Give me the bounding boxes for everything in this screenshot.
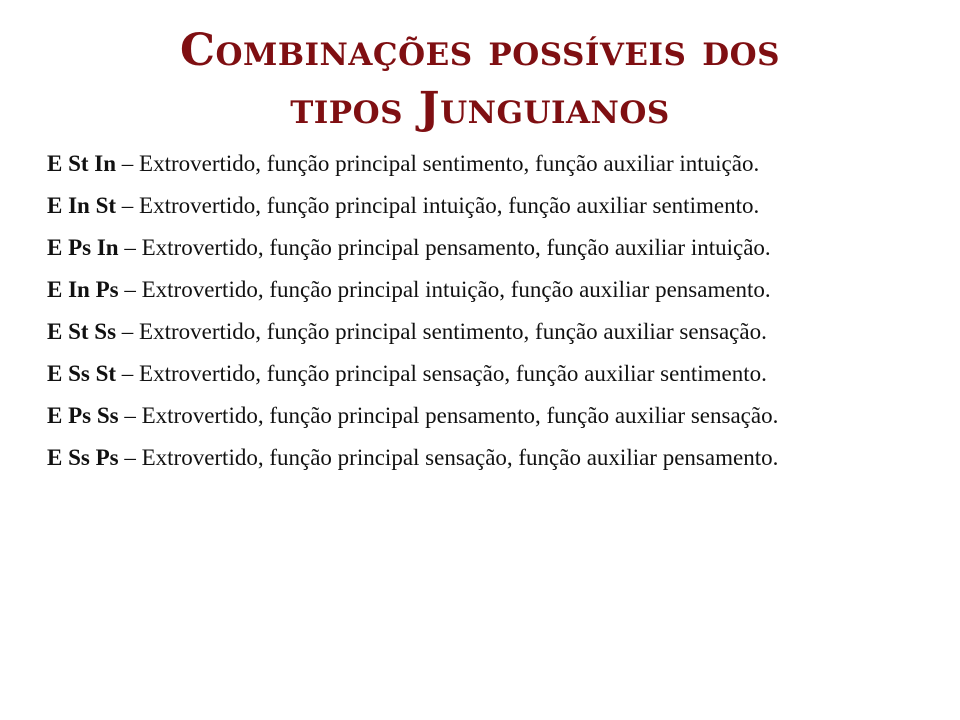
type-code: E Ps Ss [47, 403, 119, 428]
type-combination-item [47, 236, 923, 260]
type-code: E St In [47, 151, 117, 176]
type-combination-item [47, 194, 923, 218]
type-combination-item [47, 152, 923, 176]
type-combination-item [47, 320, 923, 344]
type-description: – Extrovertido, função principal sensação, função auxiliar sentimento. [116, 361, 767, 386]
slide-title-line-1: Combinações possíveis dos [179, 25, 780, 76]
type-description: – Extrovertido, função principal sensação, função auxiliar pensamento. [118, 445, 779, 470]
type-combination-item [47, 404, 923, 428]
type-code: E St Ss [47, 319, 117, 344]
slide-title-line-2: tipos Junguianos [290, 83, 670, 134]
type-code: E Ps In [47, 235, 119, 260]
type-description: – Extrovertido, função principal intuição, função auxiliar pensamento. [118, 277, 771, 302]
type-code: E In St [47, 193, 117, 218]
type-combination-list [47, 152, 923, 488]
slide-title [40, 22, 920, 138]
type-description: – Extrovertido, função principal intuição, função auxiliar sentimento. [116, 193, 760, 218]
type-code: E In Ps [47, 277, 119, 302]
type-description: – Extrovertido, função principal pensamento, função auxiliar intuição. [118, 235, 771, 260]
type-description: – Extrovertido, função principal sentimento, função auxiliar sensação. [116, 319, 767, 344]
type-code: E Ss Ps [47, 445, 119, 470]
type-description: – Extrovertido, função principal pensamento, função auxiliar sensação. [118, 403, 779, 428]
type-combination-item [47, 362, 923, 386]
type-description: – Extrovertido, função principal sentimento, função auxiliar intuição. [116, 151, 760, 176]
type-combination-item [47, 446, 923, 470]
type-combination-item [47, 278, 923, 302]
type-code: E Ss St [47, 361, 117, 386]
